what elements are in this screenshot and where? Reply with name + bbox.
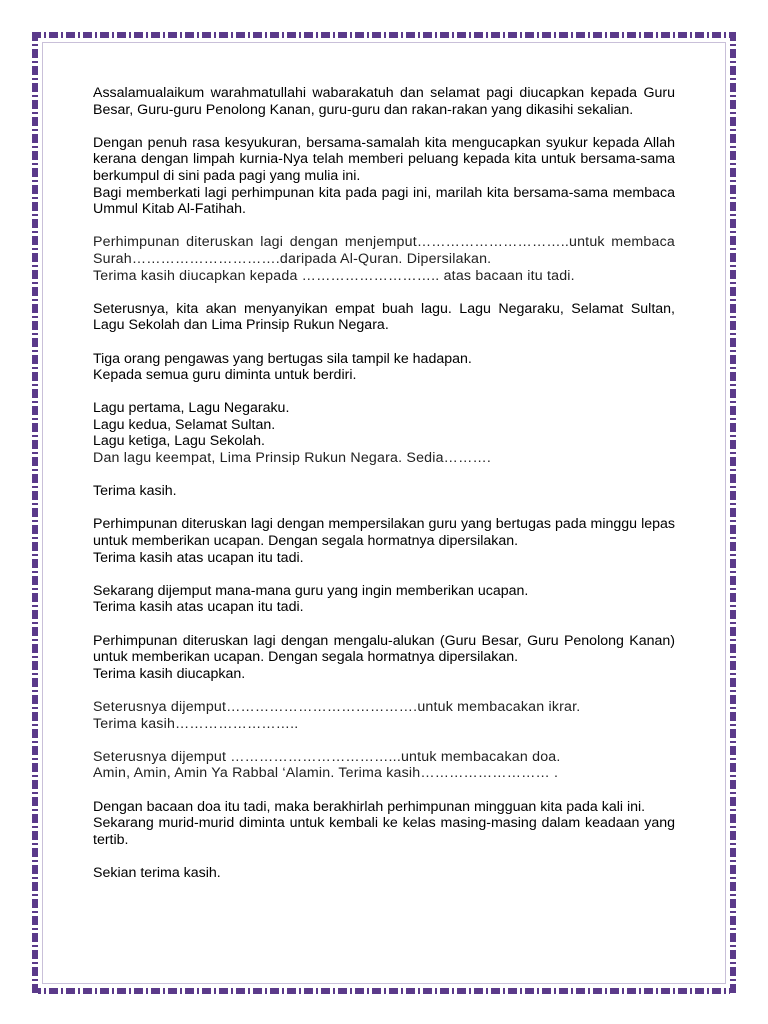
- paragraph-farewell: [93, 865, 675, 882]
- text-line: Dengan bacaan doa itu tadi, maka berakhirlah perhimpunan mingguan kita pada kali ini.: [93, 798, 646, 815]
- text-line: Seterusnya, kita akan menyanyikan empat buah lagu. Lagu Negaraku, Selamat Sultan, Lagu Sekolah dan Lima Prinsip Rukun Negara.: [93, 300, 675, 334]
- text-line: Kepada semua guru diminta untuk berdiri.: [93, 367, 357, 384]
- paragraph-quran-reading: [93, 234, 675, 284]
- text-line: Terima kasih diucapkan.: [93, 665, 246, 682]
- text-line: Terima kasih atas ucapan itu tadi.: [93, 599, 304, 616]
- border-bottom: [32, 988, 736, 994]
- text-line: Terima kasih……………………..: [93, 715, 299, 732]
- text-line: Bagi memberkati lagi perhimpunan kita pada pagi ini, marilah kita bersama-sama membaca Ummul Kitab Al-Fatihah.: [93, 184, 675, 218]
- paragraph-prefects: [93, 351, 675, 384]
- text-line: Perhimpunan diteruskan lagi dengan mengalu-alukan (Guru Besar, Guru Penolong Kanan) untuk memberikan ucapan. Dengan segala hormatnya dipersilakan.: [93, 632, 675, 666]
- paragraph-any-teacher: [93, 583, 675, 616]
- paragraph-prayer: [93, 749, 675, 782]
- text-line: Seterusnya dijemput ……………………………...untuk membacakan doa.: [93, 748, 561, 765]
- border-right: [730, 32, 736, 994]
- text-line: Terima kasih diucapkan kepada ……………………….. atas bacaan itu tadi.: [93, 267, 575, 284]
- text-line: Assalamualaikum warahmatullahi wabarakatuh dan selamat pagi diucapkan kepada Guru Besar, Guru-guru Penolong Kanan, guru-guru dan rakan-rakan yang dikasihi sekalian.: [93, 85, 675, 118]
- paragraph-greeting: [93, 85, 675, 118]
- paragraph-headmaster: [93, 633, 675, 683]
- paragraph-gratitude: [93, 135, 675, 218]
- text-line: Sekarang dijemput mana-mana guru yang ingin memberikan ucapan.: [93, 582, 529, 599]
- text-line: Lagu kedua, Selamat Sultan.: [93, 416, 276, 433]
- text-line: Tiga orang pengawas yang bertugas sila tampil ke hadapan.: [93, 350, 472, 367]
- text-line: Sekarang murid-murid diminta untuk kembali ke kelas masing-masing dalam keadaan yang tertib.: [93, 815, 675, 848]
- text-line: Lagu ketiga, Lagu Sekolah.: [93, 433, 265, 450]
- paragraph-thanks: [93, 483, 675, 500]
- speech-script: [93, 85, 675, 898]
- text-line: Perhimpunan diteruskan lagi dengan mempersilakan guru yang bertugas pada minggu lepas untuk memberikan ucapan. Dengan segala hormatnya dipersilakan.: [93, 516, 675, 550]
- paragraph-closing: [93, 799, 675, 849]
- paragraph-song-list: [93, 400, 675, 466]
- paragraph-pledge: [93, 699, 675, 732]
- text-line: Terima kasih atas ucapan itu tadi.: [93, 549, 304, 566]
- text-line: Amin, Amin, Amin Ya Rabbal ‘Alamin. Terima kasih……………………… .: [93, 765, 559, 782]
- text-line: Lagu pertama, Lagu Negaraku.: [93, 400, 290, 417]
- text-line: Seterusnya dijemput………………………………….untuk membacakan ikrar.: [93, 698, 581, 715]
- paragraph-duty-teacher: [93, 516, 675, 566]
- text-line: Dengan penuh rasa kesyukuran, bersama-samalah kita mengucapkan syukur kepada Allah kerana dengan limpah kurnia-Nya telah memberi peluang kepada kita untuk bersama-sama berkumpul di sini pada pagi yang mulia ini.: [93, 134, 675, 184]
- border-top: [32, 32, 736, 38]
- text-line: Sekian terima kasih.: [93, 864, 221, 881]
- border-left: [32, 32, 38, 994]
- paragraph-songs-intro: [93, 301, 675, 334]
- text-line: Perhimpunan diteruskan lagi dengan menjemput…………………………..untuk membaca Surah………………………….daripada Al-Quran. Dipersilakan.: [93, 234, 675, 267]
- text-line: Dan lagu keempat, Lima Prinsip Rukun Negara. Sedia……….: [93, 450, 491, 467]
- text-line: Terima kasih.: [93, 483, 177, 500]
